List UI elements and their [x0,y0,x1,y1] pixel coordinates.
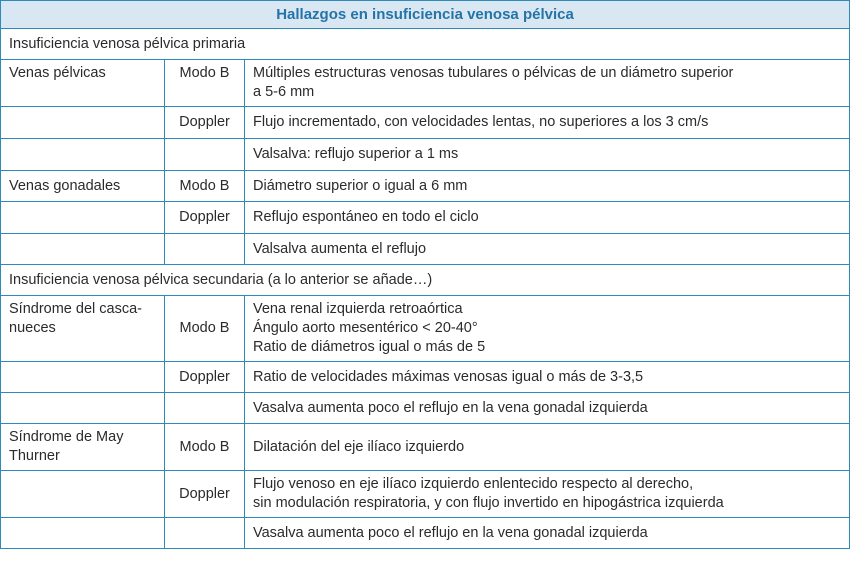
table-header-row [1,1,850,29]
empty-cell [165,139,245,171]
finding-text: Vasalva aumenta poco el reflujo en la vena gonadal izquierda [245,518,850,549]
finding-text: Dilatación del eje ilíaco izquierdo [245,424,850,471]
finding-text: Diámetro superior o igual a 6 mm [245,171,850,202]
finding-text: Valsalva aumenta el reflujo [245,234,850,265]
table-row [1,107,850,139]
table-row [1,393,850,424]
empty-cell [165,393,245,424]
finding-text: Vena renal izquierda retroaórtica Ángulo aorto mesentérico < 20-40° Ratio de diámetros igual o más de 5 [245,296,850,362]
mode-b-label: Modo B [165,171,245,202]
empty-cell [165,518,245,549]
finding-text: Múltiples estructuras venosas tubulares o pélvicas de un diámetro superior a 5-6 mm [245,60,850,107]
empty-cell [1,518,165,549]
finding-text: Valsalva: reflujo superior a 1 ms [245,139,850,171]
mode-b-label: Modo B [165,424,245,471]
doppler-label: Doppler [165,202,245,234]
empty-cell [165,234,245,265]
empty-cell [1,202,165,234]
section-primary: Insuficiencia venosa pélvica primaria [1,29,850,60]
table-row [1,202,850,234]
table-row [1,424,850,471]
mode-b-label: Modo B [165,60,245,107]
finding-text: Vasalva aumenta poco el reflujo en la vena gonadal izquierda [245,393,850,424]
finding-text: Flujo incrementado, con velocidades lentas, no superiores a los 3 cm/s [245,107,850,139]
row-label-venas-pelvicas: Venas pélvicas [1,60,165,107]
doppler-label: Doppler [165,362,245,393]
finding-text: Ratio de velocidades máximas venosas igual o más de 3-3,5 [245,362,850,393]
doppler-label: Doppler [165,471,245,518]
mode-b-label: Modo B [165,296,245,362]
row-label-may-thurner: Síndrome de May Thurner [1,424,165,471]
empty-cell [1,393,165,424]
table-row [1,296,850,362]
row-label-venas-gonadales: Venas gonadales [1,171,165,202]
table-row [1,60,850,107]
table-row [1,171,850,202]
finding-text: Flujo venoso en eje ilíaco izquierdo enlentecido respecto al derecho, sin modulación respiratoria, y con flujo invertido en hipogástrica izquierda [245,471,850,518]
section-secondary: Insuficiencia venosa pélvica secundaria (a lo anterior se añade…) [1,265,850,296]
doppler-label: Doppler [165,107,245,139]
section-row-primary [1,29,850,60]
empty-cell [1,234,165,265]
empty-cell [1,107,165,139]
table-row [1,518,850,549]
section-row-secondary [1,265,850,296]
empty-cell [1,139,165,171]
table-row [1,471,850,518]
table-row [1,139,850,171]
table-row [1,362,850,393]
row-label-cascanueces: Síndrome del casca- nueces [1,296,165,362]
empty-cell [1,362,165,393]
table-title: Hallazgos en insuficiencia venosa pélvica [1,1,850,29]
empty-cell [1,471,165,518]
table-row [1,234,850,265]
finding-text: Reflujo espontáneo en todo el ciclo [245,202,850,234]
